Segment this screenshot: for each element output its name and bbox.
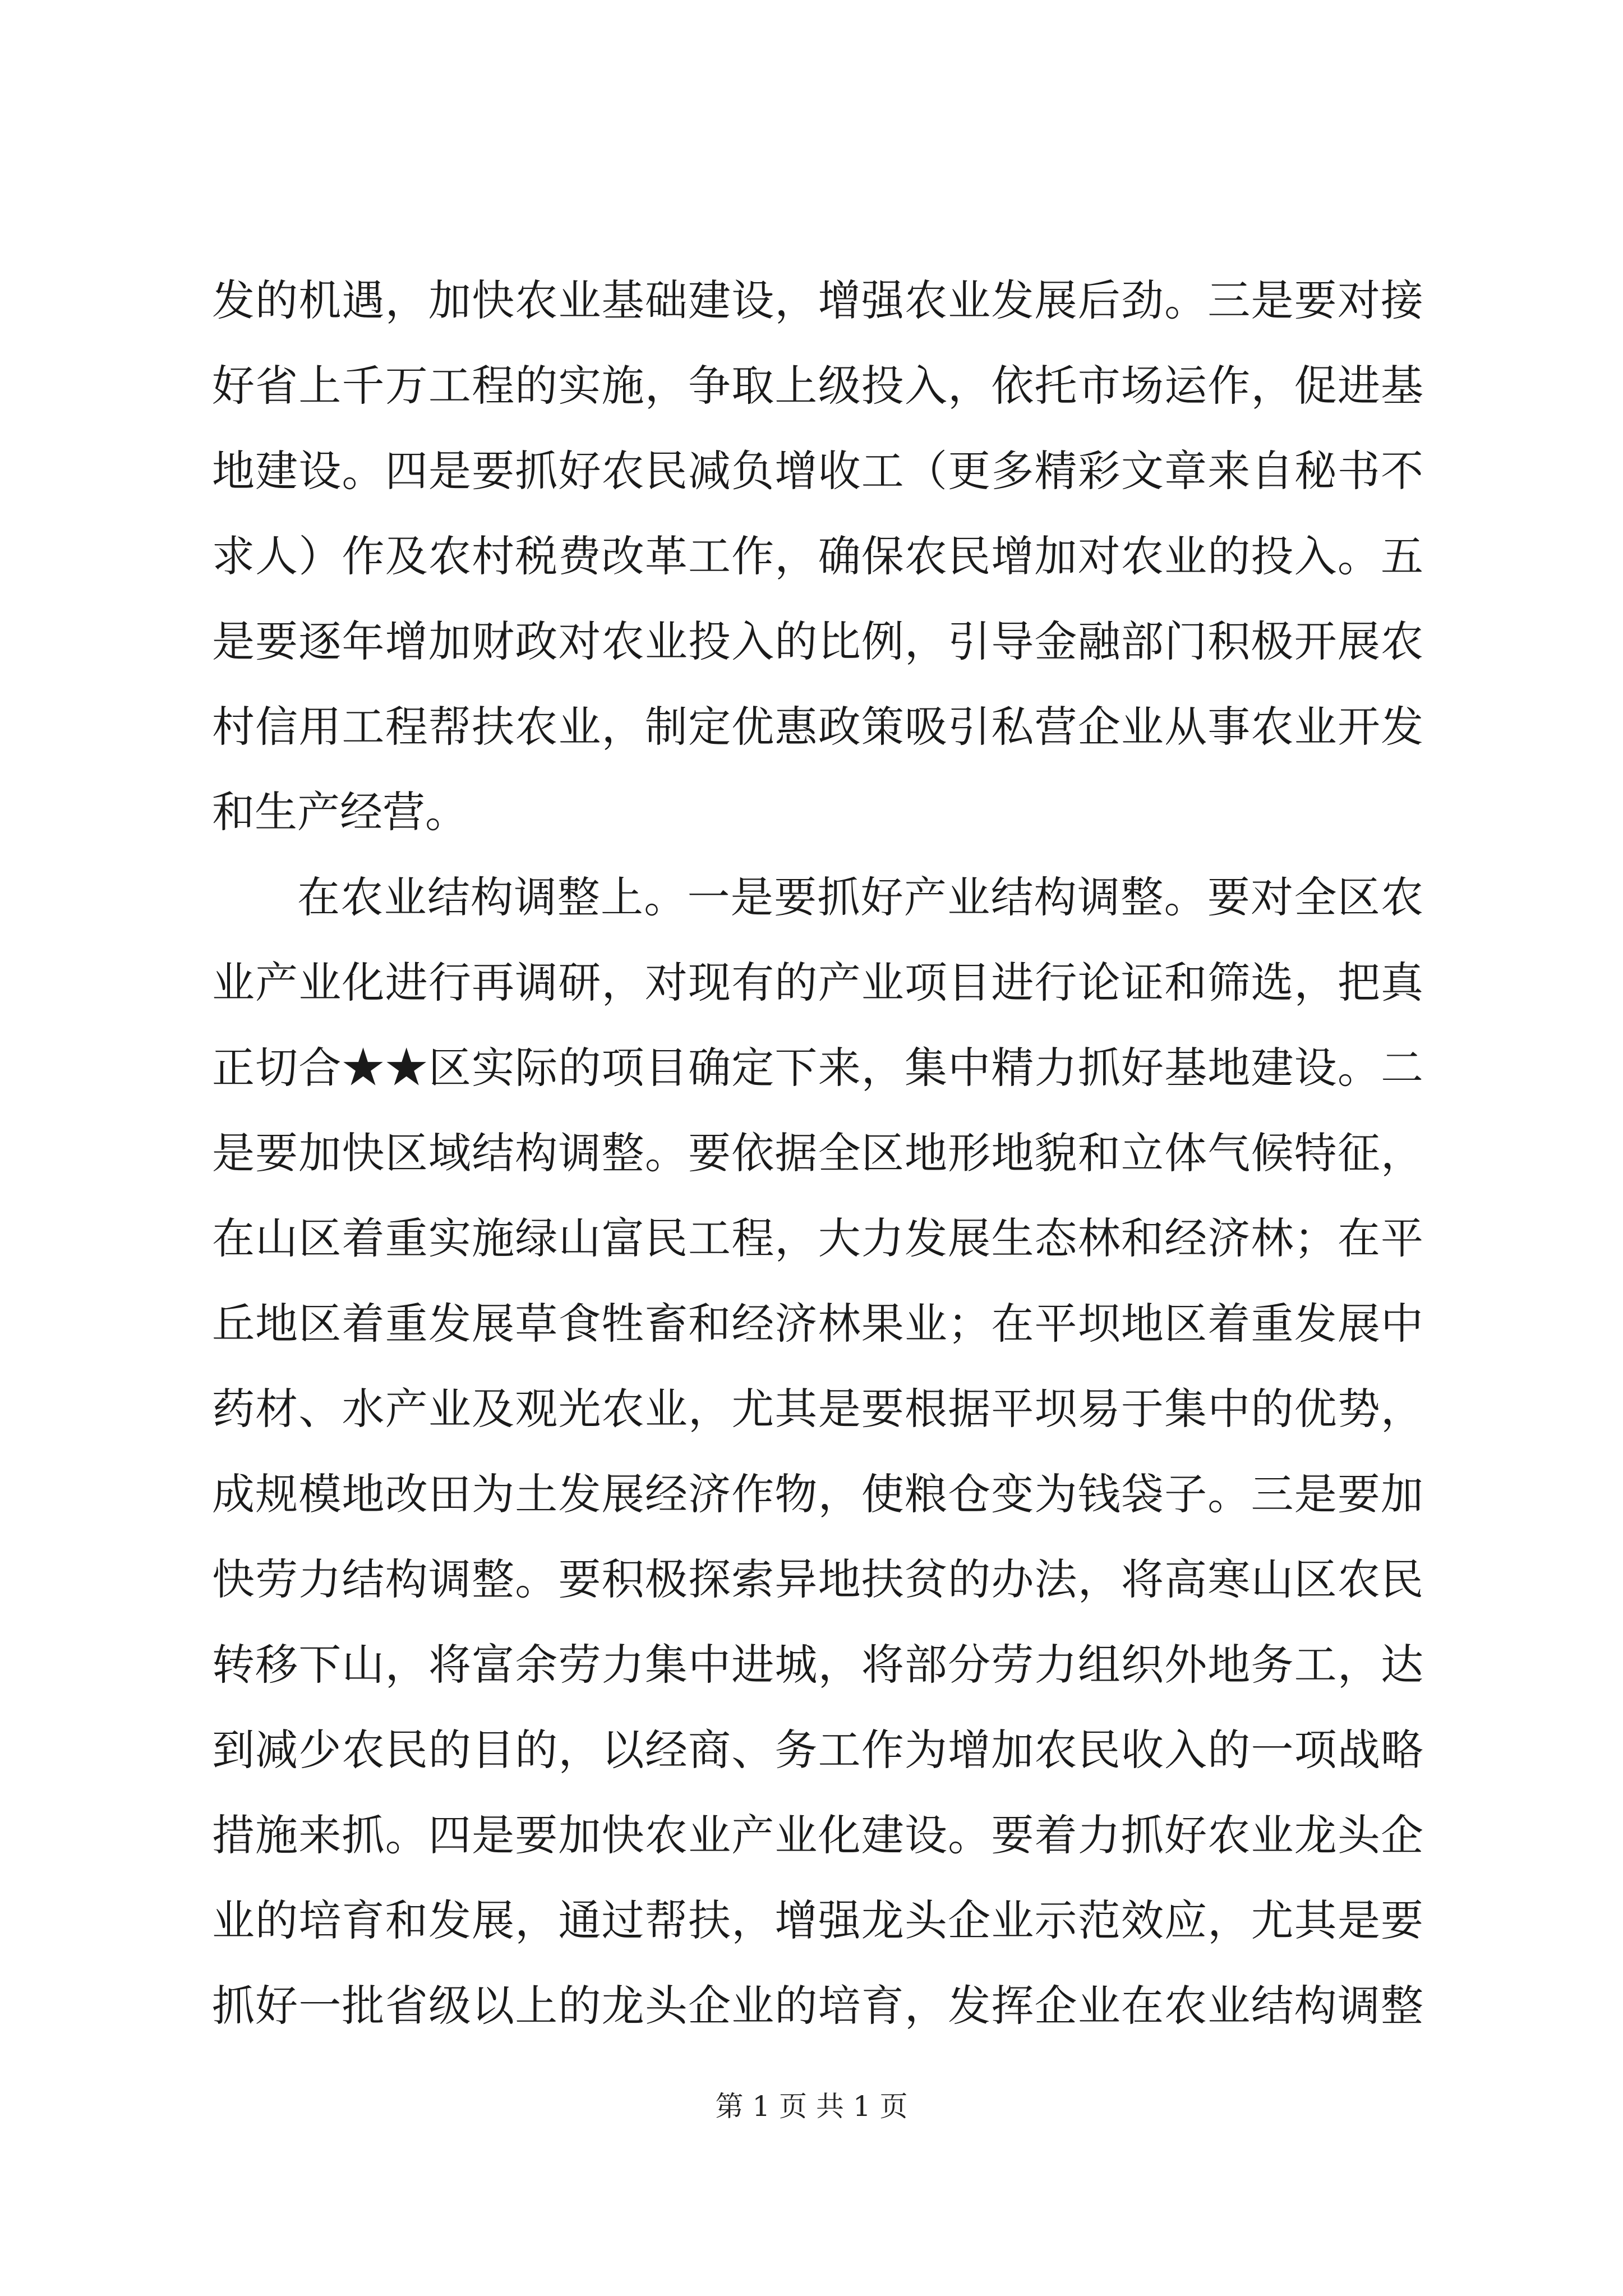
text-line: 发的机遇，加快农业基础建设，增强农业发展后劲。三是要对接 xyxy=(212,275,1423,325)
text-line: 到减少农民的目的，以经商、务工作为增加农民收入的一项战略 xyxy=(212,1725,1423,1775)
text-line: 措施来抓。四是要加快农业产业化建设。要着力抓好农业龙头企 xyxy=(212,1810,1423,1860)
text-line: 快劳力结构调整。要积极探索异地扶贫的办法，将高寒山区农民 xyxy=(212,1554,1423,1604)
text-line: 抓好一批省级以上的龙头企业的培育，发挥企业在农业结构调整 xyxy=(212,1981,1423,2031)
text-line: 村信用工程帮扶农业，制定优惠政策吸引私营企业从事农业开发 xyxy=(212,702,1423,752)
paragraph-2 xyxy=(212,855,1423,2049)
text-line: 成规模地改田为土发展经济作物，使粮仓变为钱袋子。三是要加 xyxy=(212,1469,1423,1519)
text-line: 药材、水产业及观光农业，尤其是要根据平坝易于集中的优势， xyxy=(212,1384,1423,1434)
text-line: 在山区着重实施绿山富民工程，大力发展生态林和经济林；在平 xyxy=(212,1213,1423,1263)
text-line: 业产业化进行再调研，对现有的产业项目进行论证和筛选，把真 xyxy=(212,958,1423,1007)
text-line: 转移下山，将富余劳力集中进城，将部分劳力组织外地务工，达 xyxy=(212,1640,1423,1690)
text-line: 业的培育和发展，通过帮扶，增强龙头企业示范效应，尤其是要 xyxy=(212,1895,1423,1945)
page-footer xyxy=(0,2090,1623,2123)
text-line: 求人）作及农村税费改革工作，确保农民增加对农业的投入。五 xyxy=(212,531,1423,581)
text-line: 在农业结构调整上。一是要抓好产业结构调整。要对全区农 xyxy=(297,872,1423,922)
paragraph-1 xyxy=(212,258,1423,855)
page-number-label: 第 1 页 共 1 页 xyxy=(715,2090,908,2123)
text-line: 是要逐年增加财政对农业投入的比例，引导金融部门积极开展农 xyxy=(212,616,1423,666)
text-line: 是要加快区域结构调整。要依据全区地形地貌和立体气候特征， xyxy=(212,1128,1423,1178)
text-line: 和生产经营。 xyxy=(212,787,468,837)
text-line: 地建设。四是要抓好农民减负增收工（更多精彩文章来自秘书不 xyxy=(212,446,1423,496)
text-line: 好省上千万工程的实施，争取上级投入，依托市场运作，促进基 xyxy=(212,361,1423,411)
body-text xyxy=(212,258,1423,2049)
text-line: 丘地区着重发展草食牲畜和经济林果业；在平坝地区着重发展中 xyxy=(212,1299,1423,1349)
text-line: 正切合★★区实际的项目确定下来，集中精力抓好基地建设。二 xyxy=(212,1043,1423,1093)
